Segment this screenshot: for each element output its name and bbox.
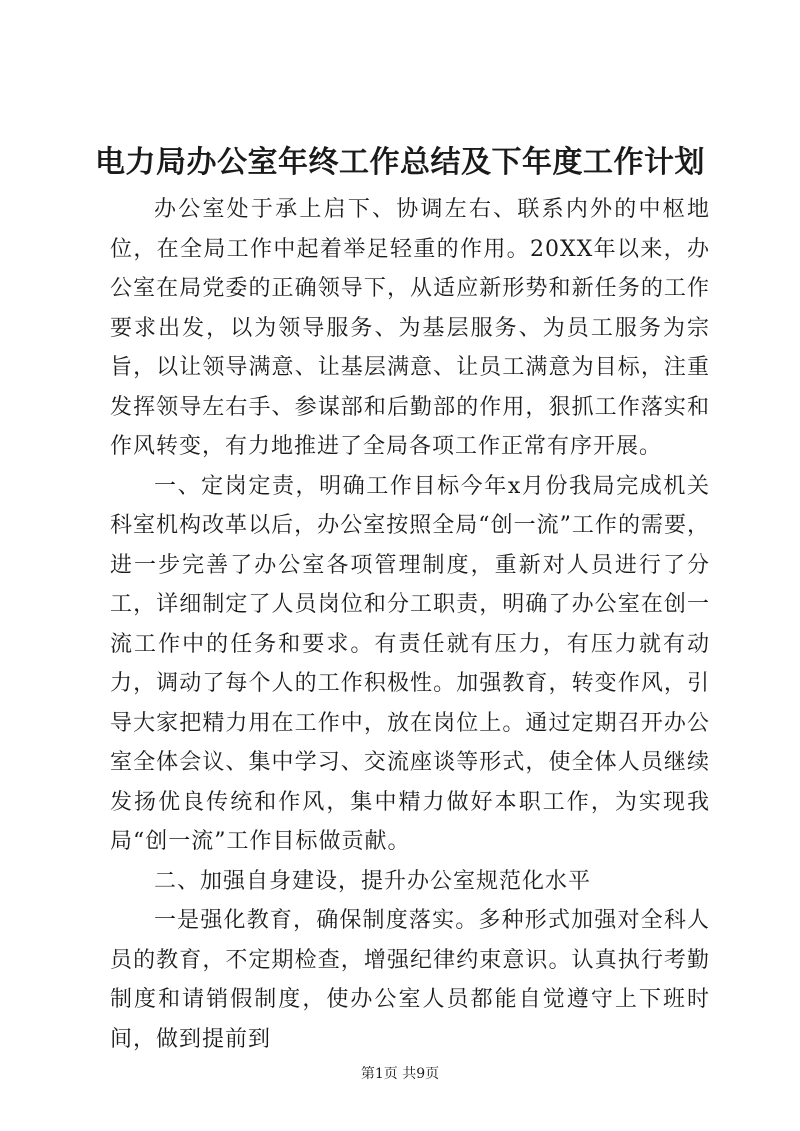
paragraph-intro: 办公室处于承上启下、协调左右、联系内外的中枢地位，在全局工作中起着举足轻重的作用。20XX年以来，办公室在局党委的正确领导下，从适应新形势和新任务的工作要求出发，以为领导服务、为基层服务、为员工服务为宗旨，以让领导满意、让基层满意、让员工满意为目标，注重发挥领导左右手、参谋部和后勤部的作用，狠抓工作落实和作风转变，有力地推进了全局各项工作正常有序开展。 [110, 197, 710, 459]
paragraph-section-two-item-one: 一是强化教育，确保制度落实。多种形式加强对全科人员的教育，不定期检查，增强纪律约束意识。认真执行考勤制度和请销假制度，使办公室人员都能自觉遵守上下班时间，做到提前到 [110, 908, 710, 1052]
document-body [110, 190, 710, 1059]
document-title: 电力局办公室年终工作总结及下年度工作计划 [95, 145, 705, 180]
page-number-footer: 第1页 共9页 [360, 1066, 440, 1082]
paragraph-section-two-heading: 二、加强自身建设，提升办公室规范化水平 [154, 868, 592, 894]
paragraph-section-one: 一、定岗定责，明确工作目标今年x月份我局完成机关科室机构改革以后，办公室按照全局“创一流”工作的需要，进一步完善了办公室各项管理制度，重新对人员进行了分工，详细制定了人员岗位和分工职责，明确了办公室在创一流工作中的任务和要求。有责任就有压力，有压力就有动力，调动了每个人的工作积极性。加强教育，转变作风，引导大家把精力用在工作中，放在岗位上。通过定期召开办公室全体会议、集中学习、交流座谈等形式，使全体人员继续发扬优良传统和作风，集中精力做好本职工作，为实现我局“创一流”工作目标做贡献。 [110, 473, 710, 854]
